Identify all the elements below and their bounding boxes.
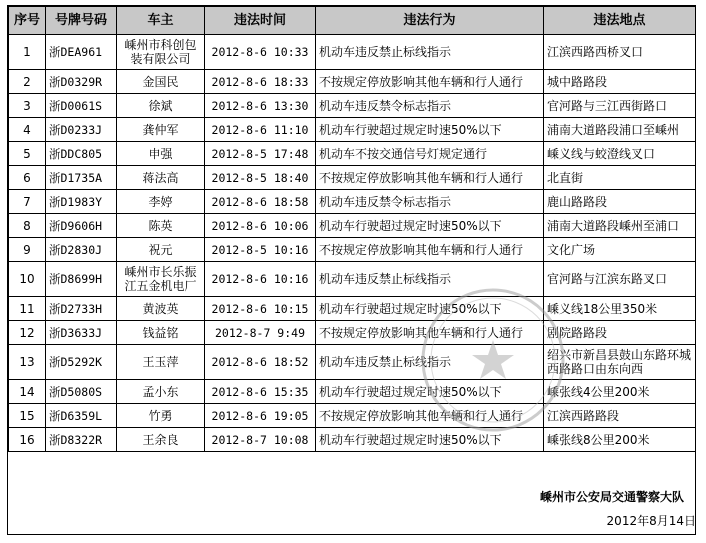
official-seal-icon [418,285,568,435]
cell-time: 2012-8-5 17:48 [205,142,316,166]
header-no: 序号 [9,7,46,35]
violation-table [8,6,696,452]
cell-act: 机动车行驶超过规定时速50%以下 [316,297,544,321]
cell-time: 2012-8-7 9:49 [205,321,316,345]
cell-plate: 浙D5292K [46,345,117,380]
header-time: 违法时间 [205,7,316,35]
cell-place: 嵊张线8公里200米 [544,428,696,452]
cell-act: 机动车行驶超过规定时速50%以下 [316,118,544,142]
cell-plate: 浙D0061S [46,94,117,118]
cell-plate: 浙D9606H [46,214,117,238]
header-owner: 车主 [117,7,205,35]
cell-act: 机动车违反禁止标线指示 [316,345,544,380]
cell-time: 2012-8-6 10:06 [205,214,316,238]
cell-owner: 孟小东 [117,380,205,404]
cell-place: 剧院路路段 [544,321,696,345]
cell-act: 机动车不按交通信号灯规定通行 [316,142,544,166]
cell-plate: 浙D1983Y [46,190,117,214]
table-row [9,321,696,345]
cell-no: 2 [9,70,46,94]
cell-time: 2012-8-5 18:40 [205,166,316,190]
cell-no: 4 [9,118,46,142]
cell-plate: 浙D8699H [46,262,117,297]
cell-no: 7 [9,190,46,214]
cell-place: 嵊张线4公里200米 [544,380,696,404]
cell-owner: 祝元 [117,238,205,262]
cell-owner: 徐斌 [117,94,205,118]
cell-place: 文化广场 [544,238,696,262]
cell-owner: 王余良 [117,428,205,452]
cell-owner: 申强 [117,142,205,166]
cell-place: 鹿山路路段 [544,190,696,214]
cell-owner: 蒋法高 [117,166,205,190]
cell-place: 浦南大道路段嵊州至浦口 [544,214,696,238]
header-place: 违法地点 [544,7,696,35]
table-row [9,404,696,428]
table-row [9,94,696,118]
cell-no: 16 [9,428,46,452]
cell-time: 2012-8-6 15:35 [205,380,316,404]
footer-agency: 嵊州市公安局交通警察大队 [539,490,684,504]
cell-owner: 嵊州市长乐振江五金机电厂 [117,262,205,297]
cell-time: 2012-8-6 11:10 [205,118,316,142]
header-act: 违法行为 [316,7,544,35]
violation-table-sheet [7,5,696,535]
cell-time: 2012-8-5 10:16 [205,238,316,262]
cell-owner: 龚仲军 [117,118,205,142]
cell-act: 机动车行驶超过规定时速50%以下 [316,380,544,404]
cell-plate: 浙DDC805 [46,142,117,166]
table-row [9,142,696,166]
cell-no: 9 [9,238,46,262]
cell-place: 官河路与江滨东路叉口 [544,262,696,297]
table-row [9,70,696,94]
cell-owner: 黄波英 [117,297,205,321]
cell-time: 2012-8-6 10:33 [205,35,316,70]
cell-act: 机动车违反禁令标志指示 [316,190,544,214]
cell-no: 1 [9,35,46,70]
cell-plate: 浙D0329R [46,70,117,94]
cell-act: 不按规定停放影响其他车辆和行人通行 [316,404,544,428]
cell-act: 不按规定停放影响其他车辆和行人通行 [316,238,544,262]
table-row [9,118,696,142]
cell-plate: 浙D8322R [46,428,117,452]
cell-time: 2012-8-6 18:52 [205,345,316,380]
cell-owner: 竹勇 [117,404,205,428]
cell-time: 2012-8-6 10:16 [205,262,316,297]
cell-plate: 浙D3633J [46,321,117,345]
cell-time: 2012-8-6 10:15 [205,297,316,321]
table-row [9,166,696,190]
cell-no: 13 [9,345,46,380]
cell-owner: 嵊州市科创包装有限公司 [117,35,205,70]
cell-no: 14 [9,380,46,404]
cell-place: 城中路路段 [544,70,696,94]
cell-act: 机动车行驶超过规定时速50%以下 [316,214,544,238]
cell-place: 绍兴市新昌县鼓山东路环城西路路口由东向西 [544,345,696,380]
cell-place: 江滨西路西桥叉口 [544,35,696,70]
cell-plate: 浙D1735A [46,166,117,190]
cell-owner: 金国民 [117,70,205,94]
cell-no: 11 [9,297,46,321]
cell-time: 2012-8-6 18:58 [205,190,316,214]
table-row [9,297,696,321]
header-row [9,7,696,35]
cell-plate: 浙D2733H [46,297,117,321]
footer-date: 2012年8月14日 [606,514,696,528]
cell-place: 浦南大道路段浦口至嵊州 [544,118,696,142]
cell-no: 15 [9,404,46,428]
table-row [9,238,696,262]
cell-time: 2012-8-7 10:08 [205,428,316,452]
cell-no: 8 [9,214,46,238]
header-plate: 号牌号码 [46,7,117,35]
cell-place: 嵊义线18公里350米 [544,297,696,321]
table-row [9,214,696,238]
table-row [9,190,696,214]
cell-place: 北直街 [544,166,696,190]
cell-place: 嵊义线与蛟澄线叉口 [544,142,696,166]
table-row [9,380,696,404]
cell-plate: 浙D6359L [46,404,117,428]
cell-no: 12 [9,321,46,345]
cell-act: 机动车行驶超过规定时速50%以下 [316,428,544,452]
cell-time: 2012-8-6 19:05 [205,404,316,428]
table-row [9,345,696,380]
cell-no: 6 [9,166,46,190]
cell-act: 机动车违反禁令标志指示 [316,94,544,118]
cell-no: 10 [9,262,46,297]
cell-act: 不按规定停放影响其他车辆和行人通行 [316,70,544,94]
table-row [9,35,696,70]
cell-owner: 钱益铭 [117,321,205,345]
cell-owner: 王玉萍 [117,345,205,380]
cell-no: 5 [9,142,46,166]
table-row [9,262,696,297]
cell-owner: 陈英 [117,214,205,238]
table-row [9,428,696,452]
cell-act: 机动车违反禁止标线指示 [316,35,544,70]
cell-owner: 李婷 [117,190,205,214]
cell-place: 江滨西路路段 [544,404,696,428]
cell-plate: 浙DEA961 [46,35,117,70]
cell-time: 2012-8-6 13:30 [205,94,316,118]
cell-act: 不按规定停放影响其他车辆和行人通行 [316,321,544,345]
cell-time: 2012-8-6 18:33 [205,70,316,94]
cell-no: 3 [9,94,46,118]
cell-plate: 浙D0233J [46,118,117,142]
cell-place: 官河路与三江西街路口 [544,94,696,118]
cell-act: 机动车违反禁止标线指示 [316,262,544,297]
cell-plate: 浙D2830J [46,238,117,262]
cell-act: 不按规定停放影响其他车辆和行人通行 [316,166,544,190]
cell-plate: 浙D5080S [46,380,117,404]
